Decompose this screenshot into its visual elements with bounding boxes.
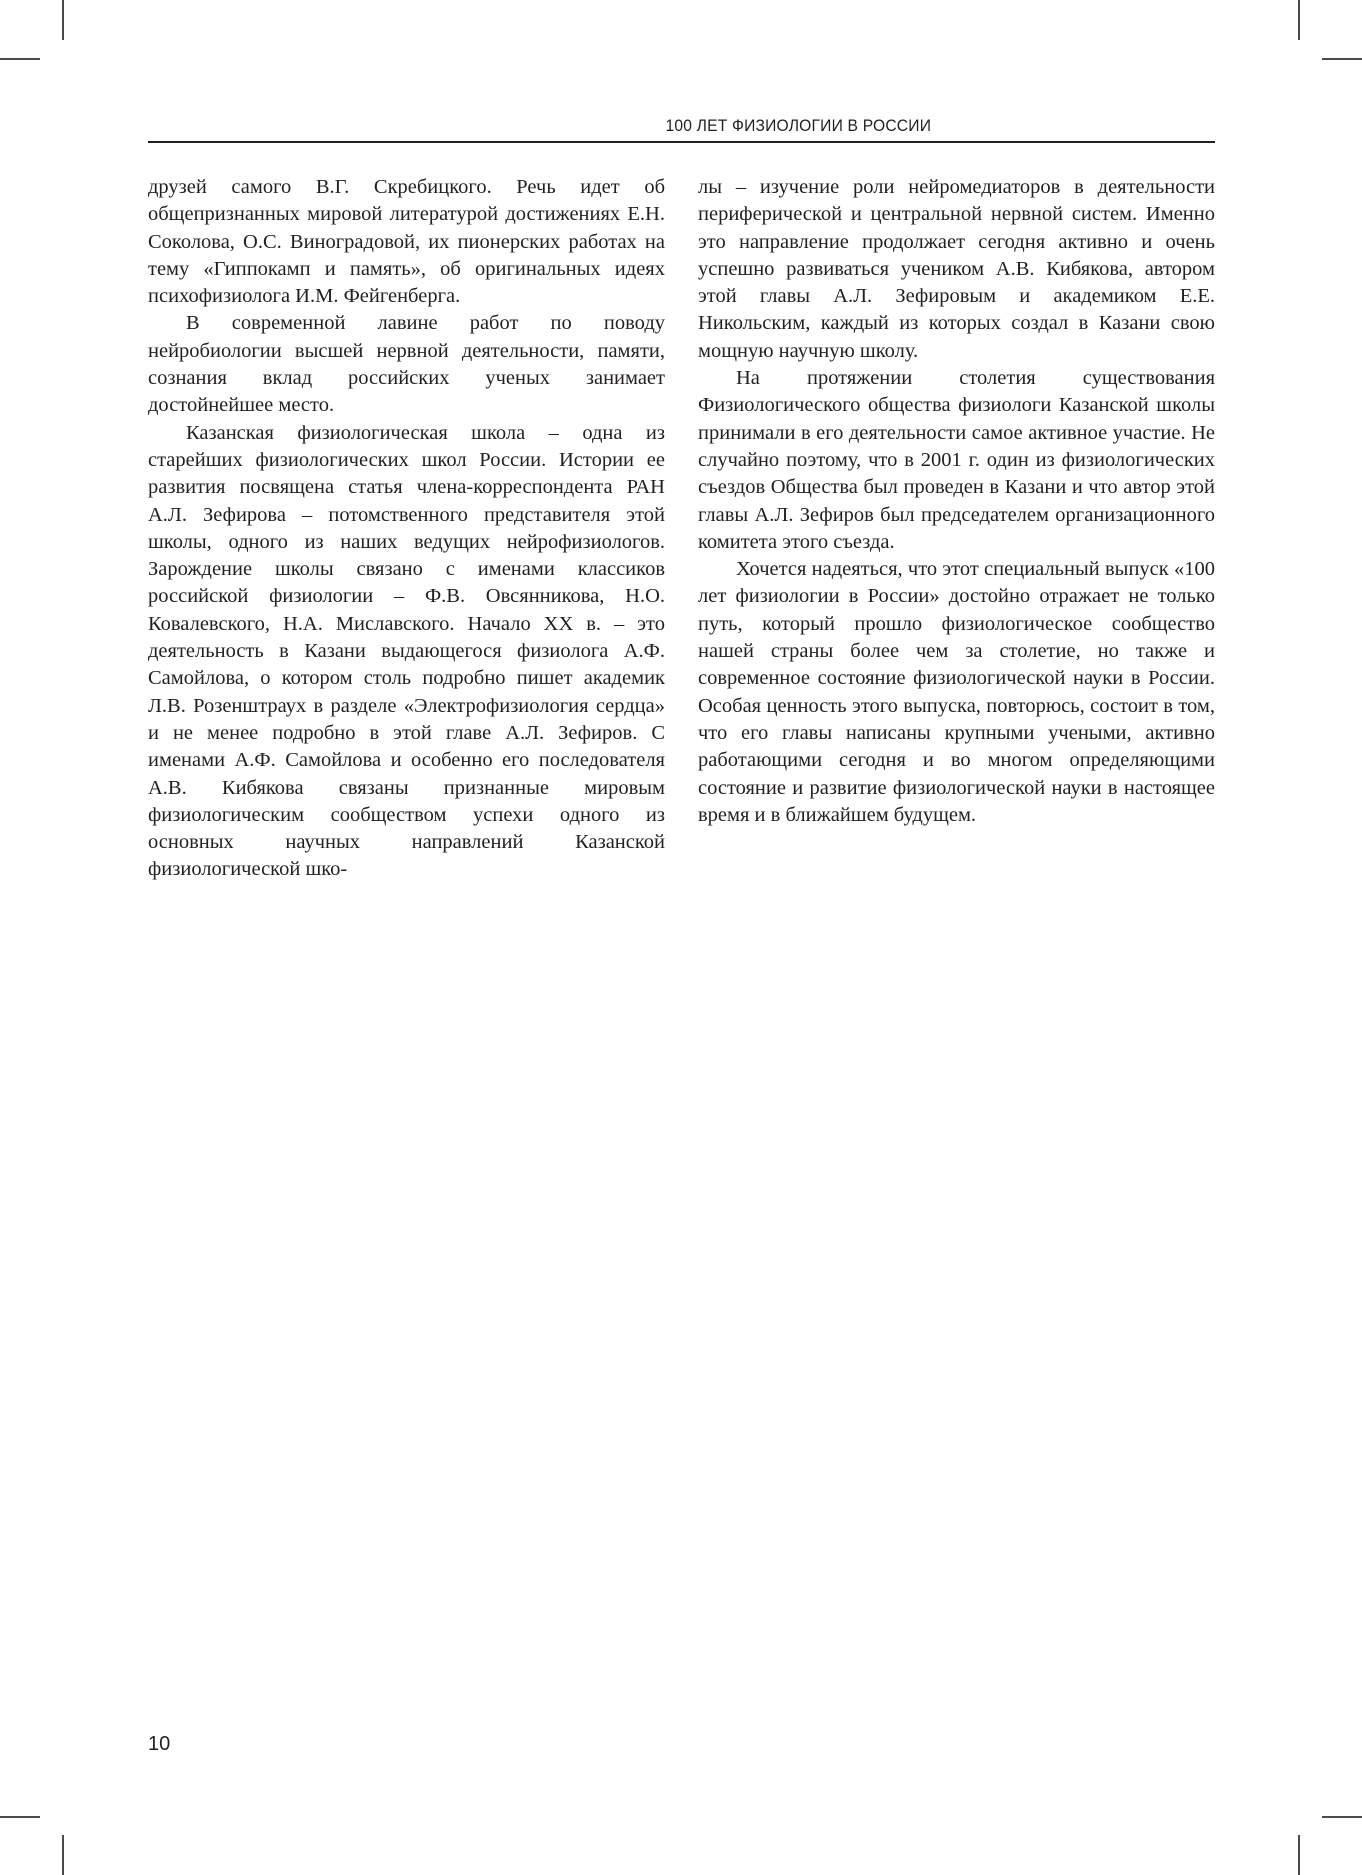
paragraph: Хочется надеяться, что этот специальный выпуск «100 лет физиологии в России» достойно отражает не только путь, который прошло физиологическое сообщество нашей страны более чем за столетие, но также и современное состояние физиологической науки в России. Особая ценность этого выпуска, повторюсь, состоит в том, что его главы написаны крупными учеными, активно работающими сегодня и во многом определяющими состояние и развитие физиологической науки в настоящее время и в ближайшем будущем. [698, 558, 1215, 826]
paragraph: В современной лавине работ по поводу нейробиологии высшей нервной деятельности, памяти, сознания вклад российских ученых занимает достойнейшее место. [148, 312, 665, 417]
crop-mark-top-right [1298, 0, 1300, 40]
crop-mark-bottom-right-horizontal [1322, 1816, 1362, 1818]
crop-mark-bottom-right [1298, 1835, 1300, 1875]
running-head [233, 116, 1216, 136]
crop-mark-top-left [62, 0, 64, 40]
crop-mark-top-left-horizontal [0, 58, 40, 60]
header-rule [148, 141, 1215, 143]
paragraph: лы – изучение роли нейромедиаторов в деятельности периферической и центральной нервной систем. Именно это направление продолжает сегодня активно и очень успешно развиваться учеником А.В. Кибякова, автором этой главы А.Л. Зефировым и академиком Е.Е. Никольским, каждый из которых создал в Казани свою мощную научную школу. [698, 176, 1215, 362]
crop-mark-top-right-horizontal [1322, 58, 1362, 60]
paragraph: На протяжении столетия существования Физиологического общества физиологи Казанской школы принимали в его деятельности самое активное участие. Не случайно поэтому, что в 2001 г. один из физиологических съездов Общества был проведен в Казани и что автор этой главы А.Л. Зефиров был председателем организационного комитета этого съезда. [698, 367, 1215, 553]
crop-mark-bottom-left [62, 1835, 64, 1875]
paragraph: друзей самого В.Г. Скребицкого. Речь идет об общепризнанных мировой литературой достижениях Е.Н. Соколова, О.С. Виноградовой, их пионерских работах на тему «Гиппокамп и память», об оригинальных идеях психофизиолога И.М. Фейгенберга. [148, 176, 665, 308]
paragraph: Казанская физиологическая школа – одна из старейших физиологических школ России. Истории ее развития посвящена статья члена-корреспондента РАН А.Л. Зефирова – потомственного представителя этой школы, одного из наших ведущих нейрофизиологов. Зарождение школы связано с именами классиков российской физиологии – Ф.В. Овсянникова, Н.О. Ковалевского, Н.А. Миславского. Начало XX в. – это деятельность в Казани выдающегося физиолога А.Ф. Самойлова, о котором столь подробно пишет академик Л.В. Розенштраух в разделе «Электрофизиология сердца» и не менее подробно в этой главе А.Л. Зефиров. С именами А.Ф. Самойлова и особенно его последователя А.В. Кибякова связаны признанные мировым физиологическим сообществом успехи одного из основных научных направлений Казанской физиологической шко- [148, 421, 665, 881]
running-head-text: 100 ЛЕТ ФИЗИОЛОГИИ В РОССИИ [665, 116, 932, 135]
right-column [698, 174, 1215, 829]
page-number: 10 [148, 1733, 171, 1755]
left-column [148, 174, 665, 884]
crop-mark-bottom-left-horizontal [0, 1816, 40, 1818]
